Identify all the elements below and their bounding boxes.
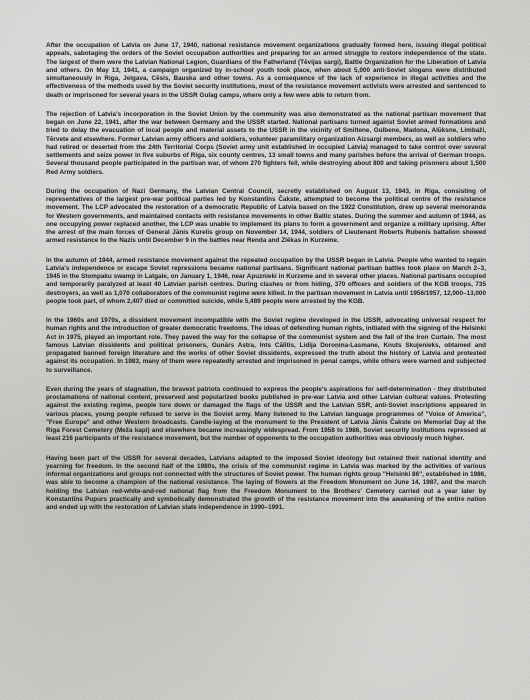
paragraph-stagnation-years: Even during the years of stagnation, the bravest patriots continued to express the people's aspirations for self-determination - they distributed proclamations of national content, preserved and popularized books published in pre-war Latvia and other Latvian cultural values. Protesting against the existing regime, people tore down or damaged the flags of the USSR and the Latvian SSR, anti-Soviet inscriptions appeared in various places, young people refused to serve in the Soviet army. Many listened to the Latvian language programmes of "Voice of America", "Free Europe" and other Western broadcasts. Candle-laying at the monument to the President of Latvia Jānis Čakste on Memorial Day at the Riga Forest Cemetery (Meža kapi) and elsewhere became increasingly widespread. From 1958 to 1986, Soviet security institutions repressed at least 216 participants of the resistance movement, but the number of opponents to the occupation authorities was obviously much higher. (46, 385, 486, 443)
paragraph-national-partisans: In the autumn of 1944, armed resistance movement against the repeated occupation by the USSR began in Latvia. People who wanted to regain Latvia's independence or escape Soviet repressions became national partisans. Significant national partisan battles took place on March 2–3, 1945 in the Stompaku swamp in Latgale, on January 1, 1946, near Apuznieki in Kurzeme and in several other places. National partisans occupied and temporarily paralyzed at least 40 Latvian parish centres. During clashes or from hiding, 370 officers and soldiers of the KGB troops, 735 destroyers, as well as 1,070 collaborators of the communist regime were killed. In the partisan movement in Latvia until 1956/1957, 12,000–13,000 people took part, of whom 2,407 died or committed suicide, while 5,489 people were arrested by the KGB. (46, 256, 486, 305)
paragraph-1940-resistance: After the occupation of Latvia on June 17, 1940, national resistance movement organizations gradually formed here, issuing illegal political appeals, sabotaging the orders of the Soviet occupation authorities and preparing for an armed struggle to restore independence of the state. The largest of them were the Latvian National Legion, Guardians of the Fatherland (Tēvijas sargi), Battle Organization for the Liberation of Latvia and others. On May 13, 1941, a campaign organized by in-school youth took place, when about 5,000 anti-Soviet slogans were distributed simultaneously in Riga, Jelgava, Cēsis, Bauska and other towns. As a consequence of the lack of experience in illegal activities and the effectiveness of the methods used by the Soviet security institutions, most of the resistance movement activists were arrested and sentenced to death or imprisoned for several years in the USSR Gulag camps, where only a few were able to return from. (46, 42, 486, 99)
paragraph-1941-partisan-war: The rejection of Latvia's incorporation in the Soviet Union by the community was also demonstrated as the national partisan movement that began on June 22, 1941, after the war between Germany and the USSR started. National partisans turned against Soviet armed formations and tried to delay the evacuation of local people and material assets to the USSR in the vicinity of Smiltene, Gulbene, Madona, Alūksne, Limbaži, Tērvete and elsewhere. Former Latvian army officers and soldiers, volunteer paramilitary organization Aizsargi members, as well as soldiers who had retired or deserted from the 24th Territorial Corps (Soviet army unit established in occupied Latvia) managed to take control over several settlements and seize power in five suburbs of Riga, six county centres, 13 small towns and many parishes before the arrival of German troops. Several thousand people participated in the partisan war, of whom 270 fighters fell, while destroying about 800 and taking prisoners about 1,500 Red Army soldiers. (46, 110, 486, 176)
paragraph-dissident-movement: In the 1960s and 1970s, a dissident movement incompatible with the Soviet regime developed in the USSR, advocating universal respect for human rights and the introduction of greater democratic freedoms. The ideas of defending human rights, initiated with the signing of the Helsinki Act in 1975, played an important role. They paved the way for the collapse of the communist system and the fall of the Iron Curtain. The most famous Latvian dissidents and political prisoners, Gunārs Astra, Ints Cālītis, Lidija Doroņina-Lasmane, Knuts Skujenieks, obtained and propagated banned foreign literature and the works of other Soviet dissidents, expressed the truth about the history of Latvia and protested against its occupation. In 1983, many of them were repeatedly arrested and imprisoned in penal camps, while others were warned and subjected to surveillance. (46, 317, 486, 374)
paragraph-national-awakening: Having been part of the USSR for several decades, Latvians adapted to the imposed Soviet ideology but retained their national identity and yearning for freedom. In the second half of the 1980s, the crisis of the communist regime in Latvia was marked by the activities of various informal organizations and groups not connected with the structures of Soviet power. The human rights group "Helsinki 86", established in 1986, was able to become a champion of the national resistance. The laying of flowers at the Freedom Monument on June 14, 1987, and the march holding the Latvian red-white-and-red national flag from the Freedom Monument to the Brothers' Cemetery carried out a year later by Konstantīns Pupurs practically and symbolically demonstrated the growth of the resistance movement into the awakening of the entire nation and ended up with the restoration of Latvian state independence in 1990–1991. (46, 454, 486, 511)
paragraph-latvian-central-council: During the occupation of Nazi Germany, the Latvian Central Council, secretly established on August 13, 1943, in Riga, consisting of representatives of the largest pre-war political parties led by Konstantīns Čakste, attempted to become the political centre of the resistance movement. The LCP advocated the restoration of a democratic Republic of Latvia based on the 1922 Constitution, drew up several memoranda for Western governments, and maintained contacts with resistance movements in other Baltic states. During the summer and autumn of 1944, as one occupying power replaced another, the LCP was unable to implement its plans to form a government and organize a military uprising. After the arrest of the main forces of General Jānis Kurelis group on November 14, 1944, soldiers of Lieutenant Roberts Rubenis battalion showed armed resistance to the Nazis until December 9 in the battles near Renda and Zlēkas in Kurzeme. (46, 187, 486, 245)
